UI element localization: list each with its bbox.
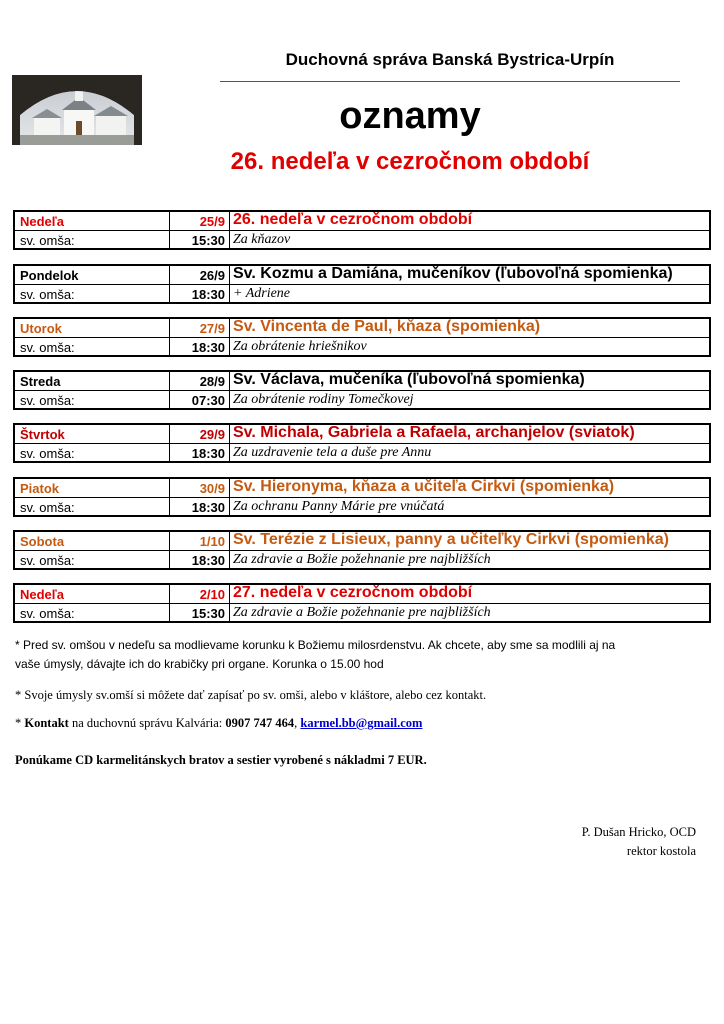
day-header-row bbox=[15, 212, 709, 231]
cd-offer-note: Ponúkame CD karmelitánskych bratov a sestier vyrobené s nákladmi 7 EUR. bbox=[15, 753, 427, 767]
signature bbox=[582, 823, 696, 861]
signature-name: P. Dušan Hricko, OCD bbox=[581, 825, 696, 839]
mass-time: 18:30 bbox=[191, 340, 225, 355]
mass-intention: Za obrátenie hriešnikov bbox=[233, 339, 367, 354]
feast-name: Sv. Václava, mučeníka (ľubovoľná spomienka) bbox=[233, 371, 585, 388]
mass-row bbox=[15, 444, 709, 462]
mass-intention: Za kňazov bbox=[233, 232, 291, 247]
schedule-day-block bbox=[13, 530, 711, 570]
day-name: Nedeľa bbox=[20, 587, 65, 602]
header-divider bbox=[220, 81, 680, 82]
day-date: 29/9 bbox=[199, 427, 225, 442]
mass-label: sv. omša: bbox=[20, 393, 75, 408]
mass-time: 15:30 bbox=[191, 606, 225, 621]
schedule-day-block bbox=[13, 583, 711, 623]
mass-label: sv. omša: bbox=[20, 287, 75, 302]
mass-row bbox=[15, 285, 709, 303]
day-name: Štvrtok bbox=[20, 427, 65, 442]
mass-intention: Za ochranu Panny Márie pre vnúčatá bbox=[233, 499, 445, 514]
church-illustration bbox=[12, 75, 142, 145]
contact-separator: , bbox=[294, 716, 301, 730]
contact-label: Kontakt bbox=[24, 716, 69, 730]
mass-row bbox=[15, 231, 709, 249]
schedule-day-block bbox=[13, 370, 711, 410]
day-header-row bbox=[15, 479, 709, 498]
day-name: Utorok bbox=[20, 321, 62, 336]
day-date: 28/9 bbox=[199, 374, 225, 389]
feast-name: Sv. Michala, Gabriela a Rafaela, archanjelov (sviatok) bbox=[233, 424, 635, 441]
mass-row bbox=[15, 498, 709, 516]
day-date: 2/10 bbox=[199, 587, 225, 602]
day-name: Streda bbox=[20, 374, 61, 389]
mass-label: sv. omša: bbox=[20, 553, 75, 568]
feast-name: Sv. Vincenta de Paul, kňaza (spomienka) bbox=[233, 318, 541, 335]
mass-time: 07:30 bbox=[191, 393, 225, 408]
day-date: 27/9 bbox=[199, 321, 225, 336]
day-name: Pondelok bbox=[20, 268, 79, 283]
day-header-row bbox=[15, 372, 709, 391]
schedule-day-block bbox=[13, 317, 711, 357]
contact-note bbox=[15, 714, 695, 733]
day-header-row bbox=[15, 585, 709, 604]
mass-label: sv. omša: bbox=[20, 500, 75, 515]
day-header-row bbox=[15, 532, 709, 551]
day-date: 26/9 bbox=[199, 268, 225, 283]
page-subtitle: 26. nedeľa v cezročnom období bbox=[230, 148, 590, 175]
feast-name: 27. nedeľa v cezročnom období bbox=[233, 584, 473, 601]
day-date: 1/10 bbox=[199, 534, 225, 549]
mass-row bbox=[15, 604, 709, 622]
day-date: 30/9 bbox=[199, 481, 225, 496]
contact-text: na duchovnú správu Kalvária: bbox=[68, 716, 226, 730]
feast-name: Sv. Terézie z Lisieux, panny a učiteľky Cirkvi (spomienka) bbox=[233, 531, 669, 548]
day-name: Nedeľa bbox=[20, 214, 65, 229]
rosary-note bbox=[15, 636, 695, 674]
parish-name: Duchovná správa Banská Bystrica-Urpín bbox=[285, 50, 615, 69]
mass-row bbox=[15, 551, 709, 569]
mass-time: 15:30 bbox=[191, 233, 225, 248]
mass-intention: + Adriene bbox=[233, 286, 291, 301]
day-name: Piatok bbox=[20, 481, 60, 496]
schedule-day-block bbox=[13, 264, 711, 304]
feast-name: Sv. Kozmu a Damiána, mučeníkov (ľubovoľná spomienka) bbox=[233, 265, 673, 282]
day-header-row bbox=[15, 266, 709, 285]
mass-time: 18:30 bbox=[191, 500, 225, 515]
schedule-day-block bbox=[13, 423, 711, 463]
schedule-day-block bbox=[13, 210, 711, 250]
contact-email-link[interactable]: karmel.bb@gmail.com bbox=[300, 716, 423, 730]
rosary-note-line2: vaše úmysly, dávajte ich do krabičky pri organe. Korunka o 15.00 hod bbox=[15, 657, 384, 671]
mass-intention: Za zdravie a Božie požehnanie pre najbližších bbox=[233, 552, 491, 567]
mass-row bbox=[15, 338, 709, 356]
feast-name: Sv. Hieronyma, kňaza a učiteľa Cirkvi (spomienka) bbox=[233, 478, 615, 495]
mass-intention: Za uzdravenie tela a duše pre Annu bbox=[233, 445, 432, 460]
mass-label: sv. omša: bbox=[20, 446, 75, 461]
signature-role: rektor kostola bbox=[626, 844, 696, 858]
contact-phone: 0907 747 464 bbox=[225, 716, 295, 730]
mass-intention: Za zdravie a Božie požehnanie pre najbližších bbox=[233, 605, 491, 620]
day-date: 25/9 bbox=[199, 214, 225, 229]
mass-label: sv. omša: bbox=[20, 606, 75, 621]
day-header-row bbox=[15, 319, 709, 338]
mass-time: 18:30 bbox=[191, 446, 225, 461]
church-photo bbox=[12, 75, 142, 145]
feast-name: 26. nedeľa v cezročnom období bbox=[233, 211, 473, 228]
contact-prefix: * bbox=[15, 716, 25, 730]
mass-label: sv. omša: bbox=[20, 233, 75, 248]
mass-row bbox=[15, 391, 709, 409]
day-header-row bbox=[15, 425, 709, 444]
schedule-day-block bbox=[13, 477, 711, 517]
mass-label: sv. omša: bbox=[20, 340, 75, 355]
day-name: Sobota bbox=[20, 534, 65, 549]
mass-intention: Za obrátenie rodiny Tomečkovej bbox=[233, 392, 414, 407]
mass-time: 18:30 bbox=[191, 553, 225, 568]
mass-time: 18:30 bbox=[191, 287, 225, 302]
intentions-note: * Svoje úmysly sv.omší si môžete dať zapísať po sv. omši, alebo v kláštore, alebo cez kontakt. bbox=[15, 688, 487, 702]
page-title: oznamy bbox=[339, 95, 481, 137]
rosary-note-line1: * Pred sv. omšou v nedeľu sa modlievame korunku k Božiemu milosrdenstvu. Ak chcete, aby sme sa modlili aj na bbox=[15, 638, 616, 652]
